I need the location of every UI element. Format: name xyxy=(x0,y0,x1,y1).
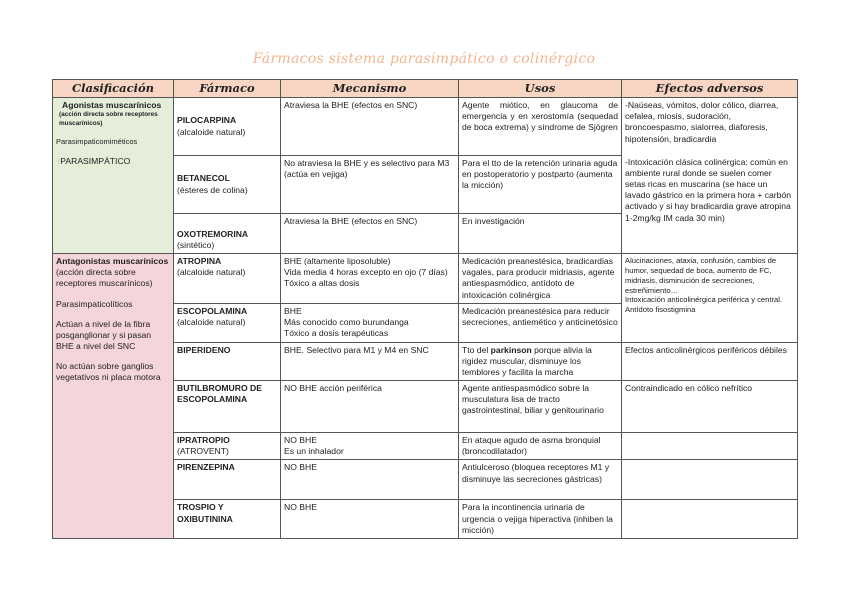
drug-ipratropio: IPRATROPIO (ATROVENT) xyxy=(174,433,281,460)
ae-trospio xyxy=(622,500,798,539)
mec-oxotremorina: Atraviesa la BHE (efectos en SNC) xyxy=(281,214,459,254)
header-mecanismo: Mecanismo xyxy=(281,80,459,98)
mec-betanecol: No atraviesa la BHE y es selectivo para M3 (actúa en vejiga) xyxy=(281,156,459,214)
header-farmaco: Fármaco xyxy=(174,80,281,98)
mec-trospio: NO BHE xyxy=(281,500,459,539)
mec-pilocarpina: Atraviesa la BHE (efectos en SNC) xyxy=(281,98,459,156)
header-row xyxy=(53,80,798,98)
uso-ipratropio: En ataque agudo de asma bronquial (broncodilatador) xyxy=(459,433,622,460)
mec-butilbromuro: NO BHE acción periférica xyxy=(281,381,459,433)
table-row xyxy=(53,98,798,156)
ae-ipratropio xyxy=(622,433,798,460)
drug-butilbromuro: BUTILBROMURO DE ESCOPOLAMINA xyxy=(174,381,281,433)
ae-antagonistas: Alucinaciones, ataxia, confusión, cambios de humor, sequedad de boca, aumento de FC, midriasis, disminución de secreciones, estreñimiento… Intoxicación anticolinérgica periférica y central. Antídoto fisostigmina xyxy=(622,254,798,343)
mec-ipratropio: NO BHE Es un inhalador xyxy=(281,433,459,460)
uso-pilocarpina: Agente miótico, en glaucoma de emergencia y en xerostomía (sequedad de boca extrema) y síndrome de Sjögren xyxy=(459,98,622,156)
table-row xyxy=(53,254,798,304)
mec-escopolamina: BHE Más conocido como burundanga Tóxico a dosis terapéuticas xyxy=(281,304,459,343)
drug-escopolamina: ESCOPOLAMINA (alcaloide natural) xyxy=(174,304,281,343)
agonistas-type: Parasimpaticomiméticos xyxy=(56,136,138,146)
agonistas-note: (acción directa sobre receptores muscarínicos) xyxy=(59,111,158,127)
uso-pirenzepina: Antiulceroso (bloquea receptores M1 y disminuye las secreciones gástricas) xyxy=(459,460,622,500)
class-agonistas xyxy=(53,98,174,254)
drug-pilocarpina: PILOCARPINA (alcaloide natural) xyxy=(174,98,281,156)
mec-atropina: BHE (altamente liposoluble) Vida media 4 horas excepto en ojo (7 días) Tóxico a altas dosis xyxy=(281,254,459,304)
ae-butilbromuro: Contraindicado en cólico nefrítico xyxy=(622,381,798,433)
mec-pirenzepina: NO BHE xyxy=(281,460,459,500)
uso-escopolamina: Medicación preanestésica para reducir secreciones, antiemético y anticinetósico xyxy=(459,304,622,343)
page-title: Fármacos sistema parasimpático o colinérgico xyxy=(252,51,596,67)
uso-atropina: Medicación preanestésica, bradicardias vagales, para producir midriasis, agente antiespasmódico, antídoto de intoxicación colinérgica xyxy=(459,254,622,304)
header-efectos: Efectos adversos xyxy=(622,80,798,98)
agonistas-effect: ↑PARASIMPÁTICO xyxy=(56,155,131,166)
uso-biperideno: Tto del parkinson porque alivia la rigidez muscular, disminuye los temblores y facilita la marcha xyxy=(459,342,622,381)
header-usos: Usos xyxy=(459,80,622,98)
drug-atropina: ATROPINA (alcaloide natural) xyxy=(174,254,281,304)
arrow-up-icon: ↑ xyxy=(56,155,61,166)
agonistas-title: Agonistas muscarínicos xyxy=(62,100,162,110)
drug-betanecol: BETANECOL (ésteres de colina) xyxy=(174,156,281,214)
ae-pirenzepina xyxy=(622,460,798,500)
ae-agonistas: -Naúseas, vómitos, dolor cólico, diarrea, cefalea, miosis, sudoración, broncoespasmo, sialorrea, diaforesis, hipotensión, bradicardia -Intoxicación clásica colinérgica: común en ambiente rural donde se suelen comer setas ricas en muscarina (se hace un lavado gástrico en la primera hora + carbón activado y si hay bradicardia grave atropina 1-2mg/kg IM cada 30 min) xyxy=(622,98,798,254)
class-antagonistas: Antagonistas muscarínicos (acción directa sobre receptores muscarínicos) Parasimpaticolíticos Actúan a nivel de la fibra posganglionar y si pasan BHE a nivel del SNC No actúan sobre ganglios vegetativos ni placa motora xyxy=(53,254,174,539)
uso-betanecol: Para el tto de la retención urinaria aguda en postoperatorio y postparto (aumenta la micción) xyxy=(459,156,622,214)
drug-pirenzepina: PIRENZEPINA xyxy=(174,460,281,500)
ae-biperideno: Efectos anticolinérgicos periféricos débiles xyxy=(622,342,798,381)
uso-butilbromuro: Agente antiespasmódico sobre la musculatura lisa de tracto gastrointestinal, biliar y genitourinario xyxy=(459,381,622,433)
drug-table xyxy=(52,79,798,539)
header-clasificacion: Clasificación xyxy=(53,80,174,98)
drug-oxotremorina: OXOTREMORINA (sintético) xyxy=(174,214,281,254)
drug-trospio: TROSPIO Y OXIBUTININA xyxy=(174,500,281,539)
uso-oxotremorina: En investigación xyxy=(459,214,622,254)
uso-trospio: Para la incontinencia urinaria de urgencia o vejiga hiperactiva (inhiben la micción) xyxy=(459,500,622,539)
mec-biperideno: BHE. Selectivo para M1 y M4 en SNC xyxy=(281,342,459,381)
drug-biperideno: BIPERIDENO xyxy=(174,342,281,381)
